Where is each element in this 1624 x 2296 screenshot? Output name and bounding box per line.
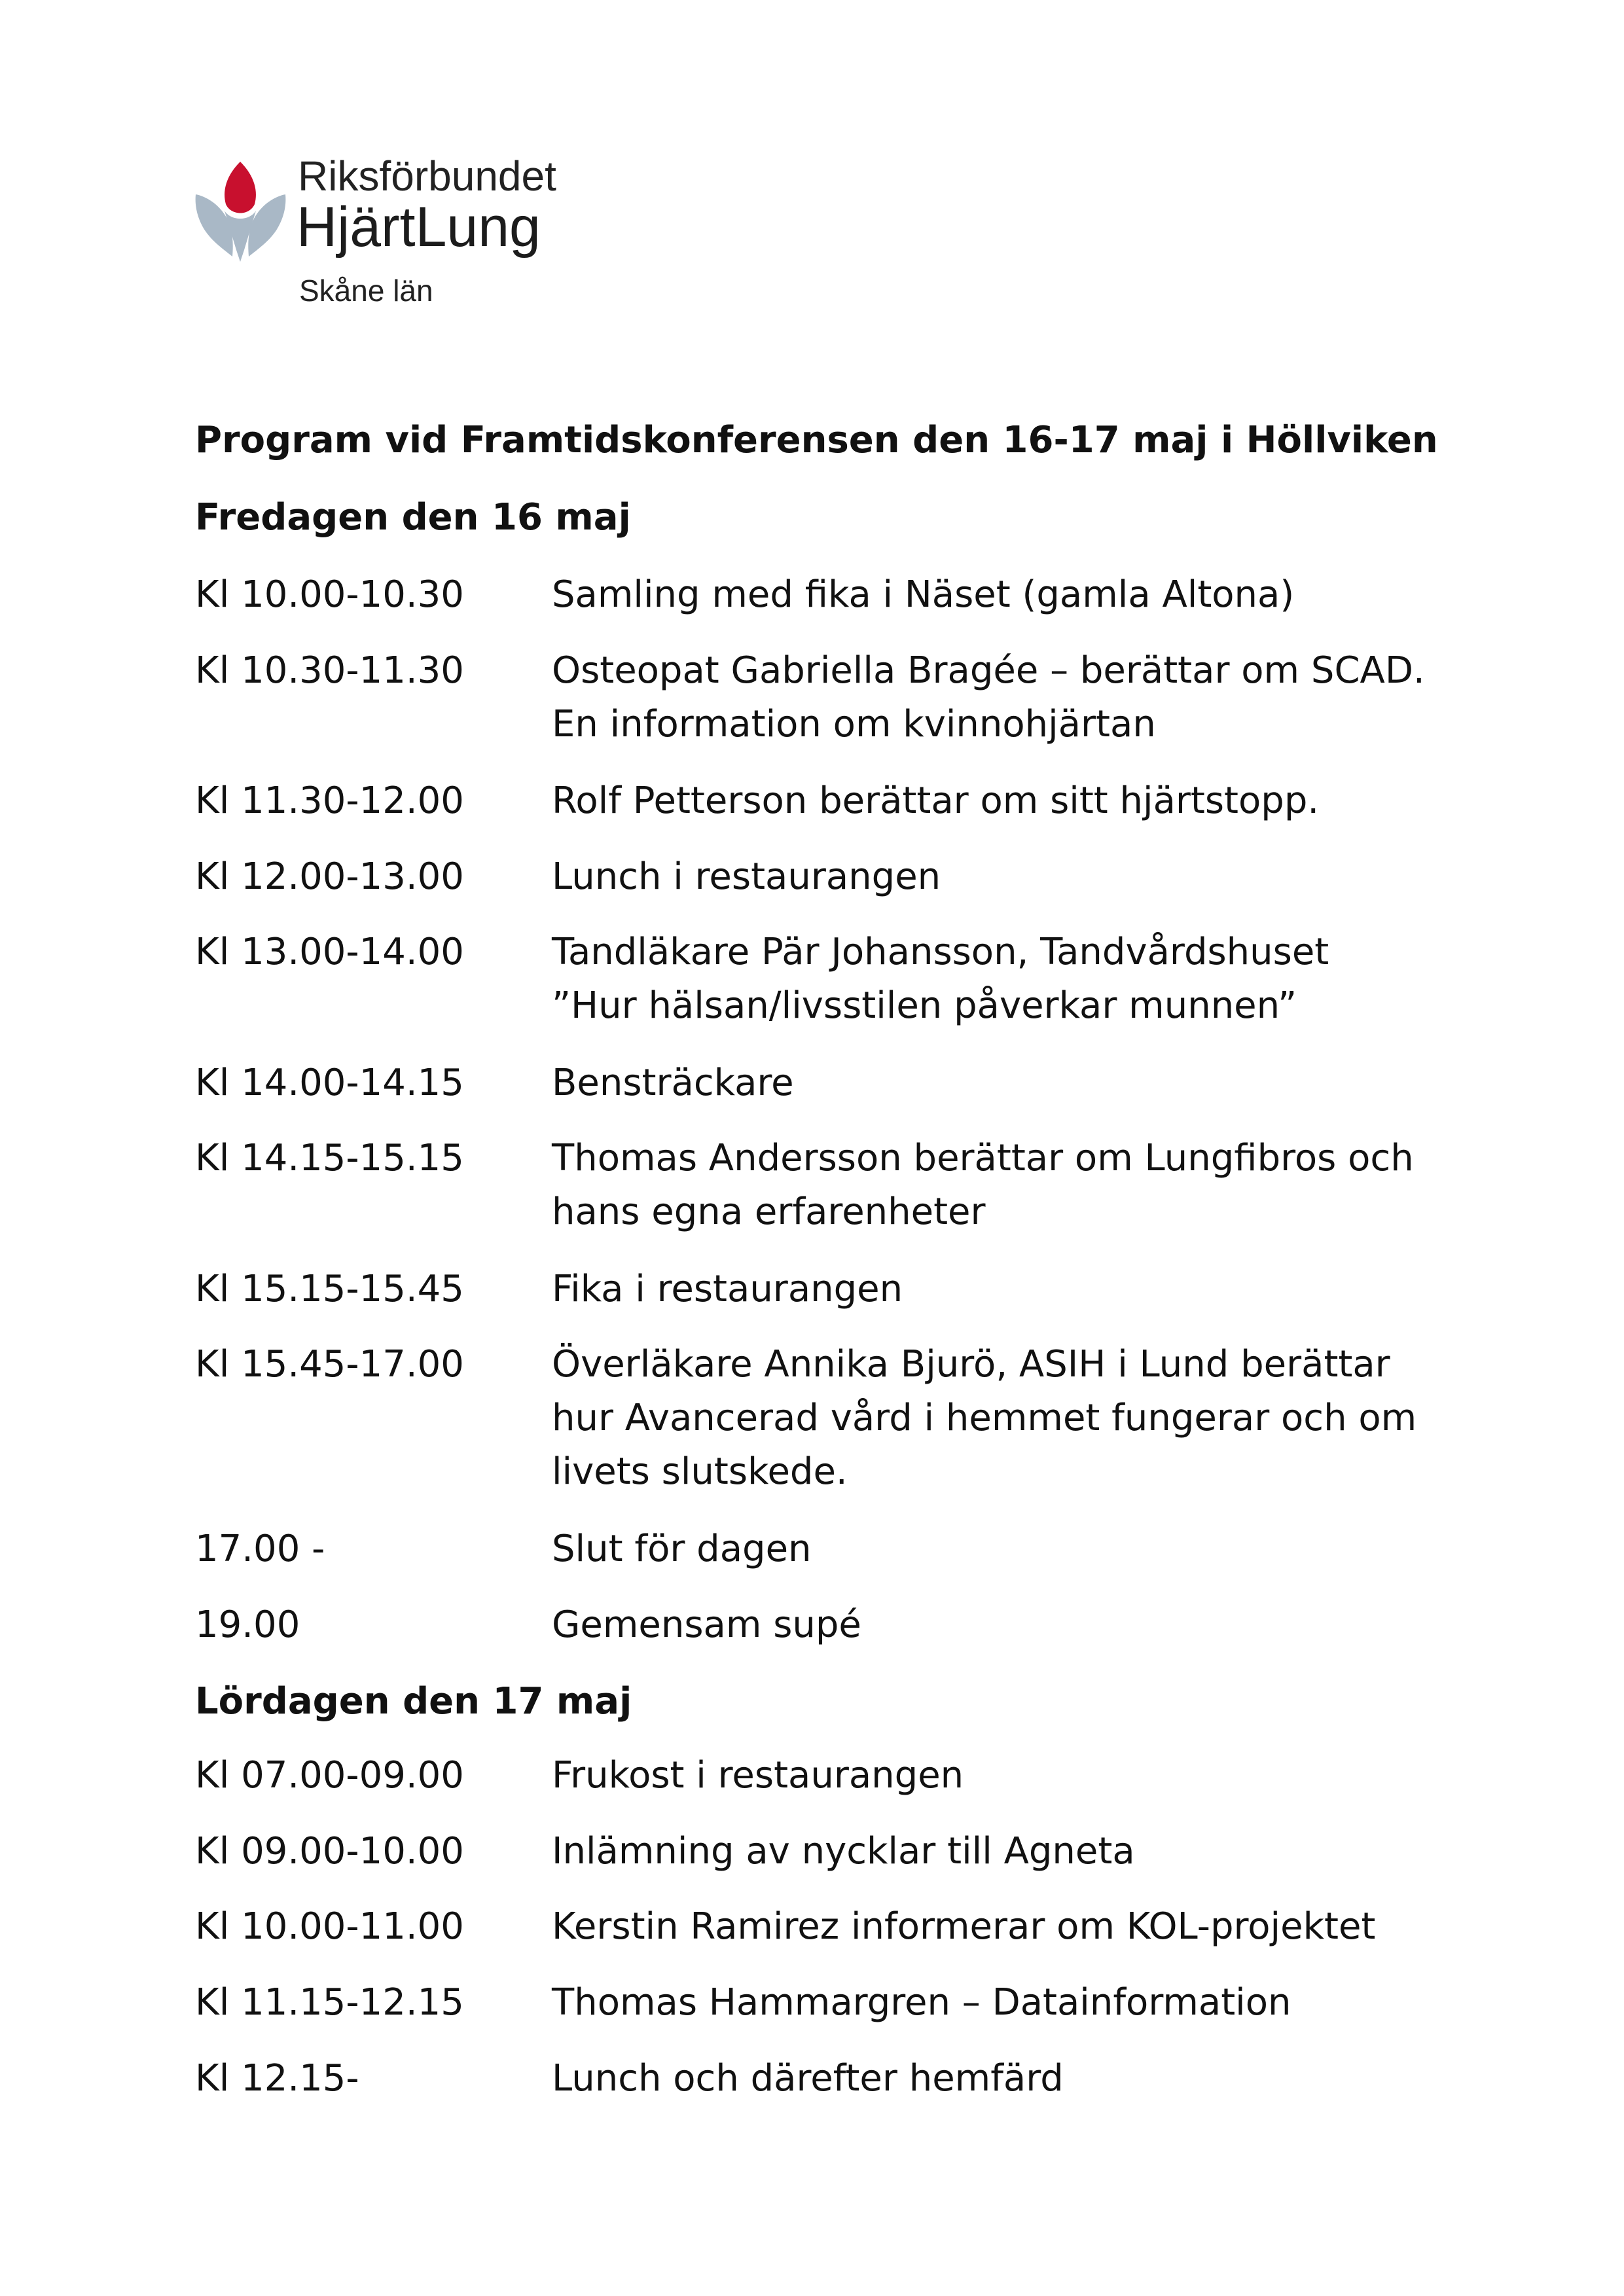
schedule-description <box>552 1522 1534 1576</box>
schedule-description <box>552 925 1534 1033</box>
schedule-description <box>552 1900 1534 1954</box>
org-region: Skåne län <box>299 274 433 308</box>
schedule-line: Fika i restaurangen <box>552 1268 903 1310</box>
schedule-time: Kl 14.15-15.15 <box>195 1137 464 1179</box>
schedule-time: Kl 10.30-11.30 <box>195 649 464 692</box>
schedule-time: Kl 14.00-14.15 <box>195 1062 464 1104</box>
schedule-time: Kl 13.00-14.00 <box>195 931 464 973</box>
org-logo <box>193 152 612 315</box>
schedule-line: Thomas Hammargren – Datainformation <box>552 1981 1291 2024</box>
schedule-description <box>552 1338 1534 1499</box>
schedule-time: Kl 07.00-09.00 <box>195 1754 464 1797</box>
schedule-description <box>552 1749 1534 1803</box>
schedule-description <box>552 644 1534 751</box>
schedule-time: Kl 15.45-17.00 <box>195 1343 464 1386</box>
day-heading-saturday: Lördagen den 17 maj <box>195 1680 632 1723</box>
schedule-line: Kerstin Ramirez informerar om KOL-projektet <box>552 1905 1376 1948</box>
tulip-logo-icon <box>193 158 288 263</box>
schedule-time: Kl 12.00-13.00 <box>195 855 464 898</box>
schedule-description <box>552 568 1534 622</box>
schedule-time: Kl 09.00-10.00 <box>195 1830 464 1873</box>
schedule-line: Överläkare Annika Bjurö, ASIH i Lund berättar <box>552 1343 1390 1386</box>
schedule-description <box>552 774 1534 828</box>
schedule-time: Kl 12.15- <box>195 2057 359 2100</box>
schedule-description <box>552 2052 1534 2106</box>
schedule-time: Kl 11.30-12.00 <box>195 780 464 822</box>
schedule-description <box>552 1132 1534 1239</box>
schedule-line: Samling med fika i Näset (gamla Altona) <box>552 573 1295 616</box>
schedule-line: Thomas Andersson berättar om Lungfibros och <box>552 1137 1414 1179</box>
org-name-line1: Riksförbundet <box>298 152 556 200</box>
schedule-description <box>552 850 1534 904</box>
schedule-time: 19.00 <box>195 1604 300 1646</box>
schedule-line: ”Hur hälsan/livsstilen påverkar munnen” <box>552 984 1297 1027</box>
schedule-line: En information om kvinnohjärtan <box>552 703 1156 745</box>
schedule-line: Slut för dagen <box>552 1528 812 1570</box>
schedule-description <box>552 1825 1534 1878</box>
page-title: Program vid Framtidskonferensen den 16-17 maj i Höllviken <box>195 419 1438 461</box>
schedule-line: Rolf Petterson berättar om sitt hjärtstopp. <box>552 780 1320 822</box>
schedule-line: hans egna erfarenheter <box>552 1191 986 1233</box>
day-heading-friday: Fredagen den 16 maj <box>195 496 631 539</box>
schedule-line: Osteopat Gabriella Bragée – berättar om SCAD. <box>552 649 1425 692</box>
schedule-line: livets slutskede. <box>552 1450 848 1493</box>
schedule-description <box>552 1598 1534 1652</box>
schedule-line: Lunch i restaurangen <box>552 855 941 898</box>
schedule-line: Gemensam supé <box>552 1604 861 1646</box>
schedule-line: Frukost i restaurangen <box>552 1754 964 1797</box>
schedule-line: Tandläkare Pär Johansson, Tandvårdshuset <box>552 931 1329 973</box>
schedule-time: Kl 11.15-12.15 <box>195 1981 464 2024</box>
schedule-description <box>552 1976 1534 2030</box>
schedule-time: Kl 10.00-11.00 <box>195 1905 464 1948</box>
schedule-time: Kl 10.00-10.30 <box>195 573 464 616</box>
schedule-line: Lunch och därefter hemfärd <box>552 2057 1064 2100</box>
schedule-line: Inlämning av nycklar till Agneta <box>552 1830 1135 1873</box>
schedule-time: 17.00 - <box>195 1528 325 1570</box>
schedule-description <box>552 1056 1534 1110</box>
schedule-line: hur Avancerad vård i hemmet fungerar och om <box>552 1397 1417 1439</box>
schedule-description <box>552 1263 1534 1316</box>
schedule-line: Bensträckare <box>552 1062 794 1104</box>
org-name-line2: HjärtLung <box>297 196 541 259</box>
schedule-time: Kl 15.15-15.45 <box>195 1268 464 1310</box>
